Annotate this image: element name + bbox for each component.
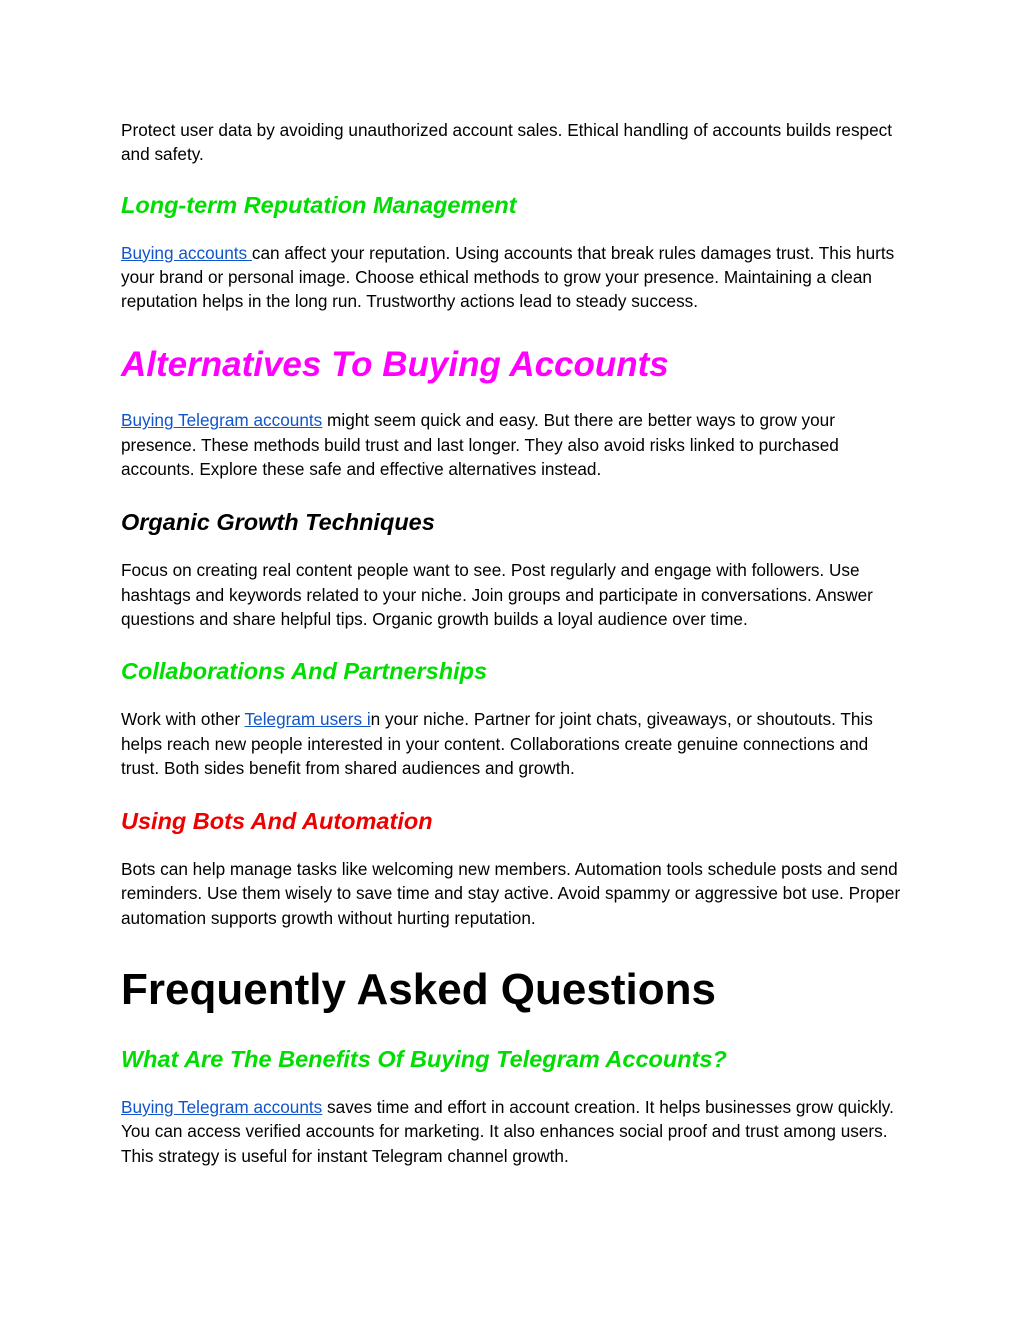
collaborations-text-before: Work with other	[121, 709, 245, 730]
organic-growth-paragraph: Focus on creating real content people want to see. Post regularly and engage with followers. Use hashtags and keywords related to your niche. Join groups and participate in conversations. Answer questions and share helpful tips. Organic growth builds a loyal audience over time.	[121, 560, 873, 629]
telegram-users-link[interactable]: Telegram users i	[244, 709, 371, 730]
bots-automation-paragraph: Bots can help manage tasks like welcoming new members. Automation tools schedule posts and send reminders. Use them wisely to save time and stay active. Avoid spammy or aggressive bot use. Proper automation supports growth without hurting reputation.	[121, 859, 901, 928]
alternatives-paragraph	[121, 408, 911, 481]
organic-growth-heading: Organic Growth Techniques	[121, 509, 435, 536]
bots-automation-heading: Using Bots And Automation	[121, 808, 433, 835]
buying-telegram-accounts-link[interactable]: Buying Telegram accounts	[121, 410, 323, 431]
benefits-answer-text: saves time and effort in account creation. It helps businesses grow quickly. You can access verified accounts for marketing. It also enhances social proof and trust among users. This strategy is useful for instant Telegram channel growth.	[121, 1097, 894, 1166]
long-term-reputation-paragraph	[121, 241, 911, 314]
buying-telegram-accounts-faq-link[interactable]: Buying Telegram accounts	[121, 1097, 323, 1118]
faq-heading: Frequently Asked Questions	[121, 965, 716, 1015]
collaborations-paragraph	[121, 707, 911, 780]
collaborations-heading: Collaborations And Partnerships	[121, 658, 488, 685]
benefits-question-heading: What Are The Benefits Of Buying Telegram Accounts?	[121, 1046, 727, 1073]
document-page	[121, 118, 911, 1168]
long-term-reputation-text: can affect your reputation. Using accounts that break rules damages trust. This hurts your brand or personal image. Choose ethical methods to grow your presence. Maintaining a clean reputation helps in the long run. Trustworthy actions lead to steady success.	[121, 242, 895, 312]
alternatives-text: might seem quick and easy. But there are better ways to grow your presence. These methods build trust and last longer. They also avoid risks linked to purchased accounts. Explore these safe and effective alternatives instead.	[121, 410, 839, 480]
buying-accounts-link[interactable]: Buying accounts	[121, 242, 252, 263]
collaborations-text-after: n your niche. Partner for joint chats, giveaways, or shoutouts. This helps reach new people interested in your content. Collaborations create genuine connections and trust. Both sides benefit from shared audiences and growth.	[121, 709, 873, 778]
benefits-answer-paragraph	[121, 1095, 911, 1168]
alternatives-heading: Alternatives To Buying Accounts	[121, 345, 669, 385]
intro-paragraph: Protect user data by avoiding unauthorized account sales. Ethical handling of accounts builds respect and safety.	[121, 120, 893, 165]
long-term-reputation-heading: Long-term Reputation Management	[121, 191, 517, 218]
